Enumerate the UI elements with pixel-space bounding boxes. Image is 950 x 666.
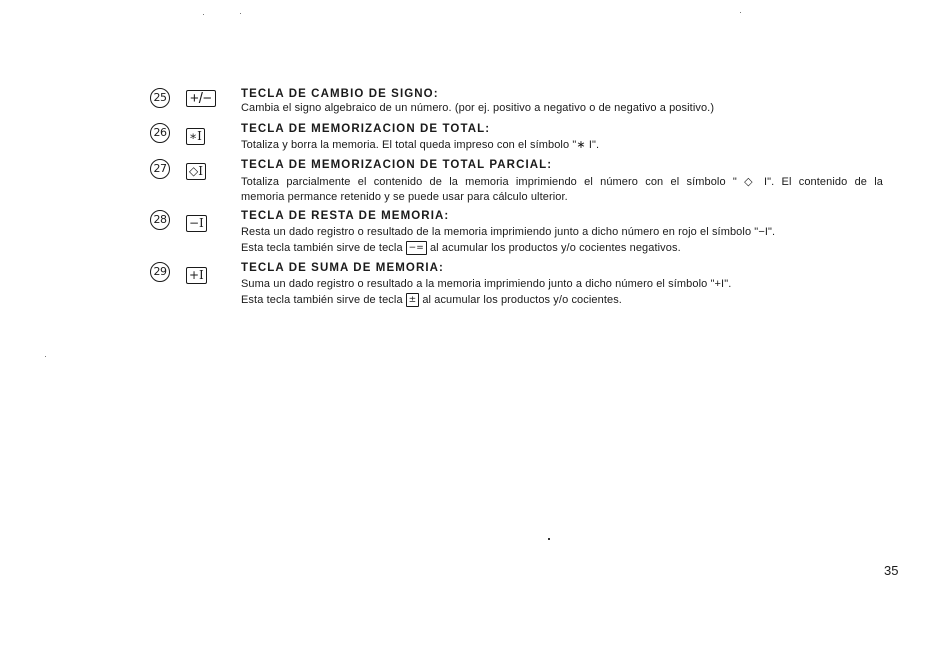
text-after-key: al acumular los productos y/o cocientes. xyxy=(422,293,622,306)
page-number: 35 xyxy=(884,563,899,578)
item-number: 26 xyxy=(150,123,170,143)
entry-text: Totaliza y borra la memoria. El total queda impreso con el símbolo "∗ I". xyxy=(241,139,600,151)
entry-heading: TECLA DE CAMBIO DE SIGNO: xyxy=(241,88,439,100)
entry-text-with-key xyxy=(241,241,681,255)
scan-speck xyxy=(203,14,204,15)
text-before-key: Esta tecla también sirve de tecla xyxy=(241,293,403,306)
item-number: 27 xyxy=(150,159,170,179)
entry-text-with-key xyxy=(241,293,622,307)
item-number: 25 xyxy=(150,88,170,108)
entry-heading: TECLA DE MEMORIZACION DE TOTAL: xyxy=(241,123,491,135)
entry-text: Resta un dado registro o resultado de la memoria imprimiendo junto a dicho número en rojo el símbolo "−I". xyxy=(241,226,776,238)
scan-speck xyxy=(240,13,241,14)
scan-speck xyxy=(548,538,550,540)
scan-speck xyxy=(45,356,46,357)
text-before-key: Esta tecla también sirve de tecla xyxy=(241,241,403,254)
entry-text: Totaliza parcialmente el contenido de la memoria imprimiendo el número con el símbolo " ◇ I". El contenido de la xyxy=(241,176,883,188)
entry-text: Suma un dado registro o resultado a la memoria imprimiendo junto a dicho número el símbolo "+I". xyxy=(241,278,732,290)
entry-text: Cambia el signo algebraico de un número. (por ej. positivo a negativo o de negativo a positivo.) xyxy=(241,102,715,114)
plus-minus-key-icon: ± xyxy=(406,293,420,307)
entry-heading: TECLA DE MEMORIZACION DE TOTAL PARCIAL: xyxy=(241,159,553,171)
item-number: 28 xyxy=(150,210,170,230)
item-number: 29 xyxy=(150,262,170,282)
entry-heading: TECLA DE RESTA DE MEMORIA: xyxy=(241,210,450,222)
text-after-key: al acumular los productos y/o cocientes negativos. xyxy=(429,241,681,254)
entry-heading: TECLA DE SUMA DE MEMORIA: xyxy=(241,262,444,274)
memory-add-key-icon: +I xyxy=(186,267,207,284)
minus-equals-key-icon: −= xyxy=(406,241,427,255)
memory-subtotal-key-icon: ◇I xyxy=(186,163,206,180)
memory-total-key-icon: ∗I xyxy=(186,128,205,145)
memory-subtract-key-icon: −I xyxy=(186,215,207,232)
scan-speck xyxy=(740,12,741,13)
change-sign-key-icon: +/− xyxy=(186,90,216,107)
entry-text: memoria permance retenido y se puede usar para cálculo ulterior. xyxy=(241,191,568,203)
